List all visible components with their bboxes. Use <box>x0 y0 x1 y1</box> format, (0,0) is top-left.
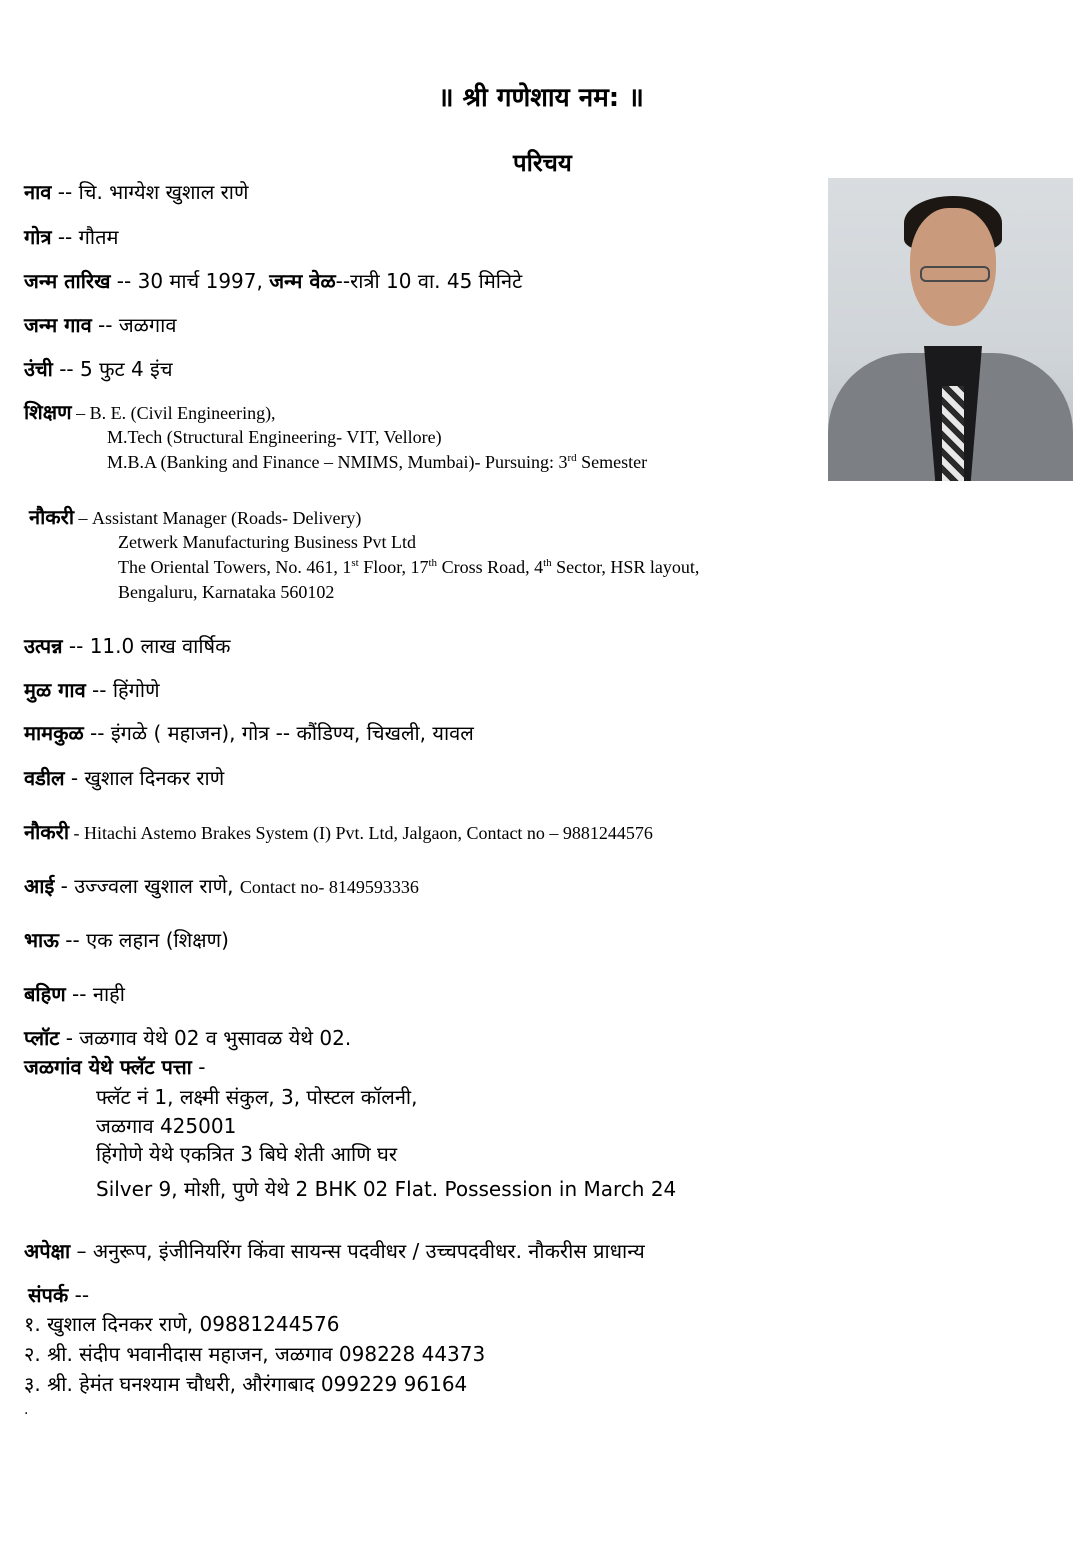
job-line-3: The Oriental Towers, No. 461, 1st Floor, 17th Cross Road, 4th Sector, HSR layout, <box>118 557 700 577</box>
field-label: नाव <box>24 180 52 204</box>
flat-address-line-2: जळगाव 425001 <box>96 1114 237 1138</box>
field-name <box>24 178 248 205</box>
field-sep: -- <box>51 180 79 204</box>
field-value: 30 मार्च 1997, <box>137 269 270 293</box>
field-gotra <box>24 223 118 250</box>
field-label: मामकुळ <box>24 721 84 745</box>
field-label: संपर्क <box>28 1283 69 1307</box>
field-sep: -- <box>65 982 93 1006</box>
field-label: उत्पन्न <box>24 634 63 658</box>
contact-item-2: २. श्री. संदीप भवानीदास महाजन, जळगाव 098228 44373 <box>24 1342 486 1366</box>
field-sep: -- <box>62 634 90 658</box>
field-sep: -- <box>52 357 80 381</box>
field-label: भाऊ <box>24 928 59 952</box>
field-label: उंची <box>24 357 53 381</box>
field-value: उज्ज्वला खुशाल राणे, <box>74 874 240 898</box>
field-label: गोत्र <box>24 225 52 249</box>
field-dob <box>24 267 522 294</box>
field-value: गौतम <box>78 225 119 249</box>
field-sep: -- <box>83 721 111 745</box>
field-flat-address <box>24 1053 205 1080</box>
field-label: नौकरी <box>24 820 69 844</box>
field-label: मुळ गाव <box>24 678 86 702</box>
field-label: अपेक्षा <box>24 1239 71 1263</box>
field-value: 5 फुट 4 इंच <box>80 357 173 381</box>
field-label: बहिण <box>24 982 66 1006</box>
field-value: Hitachi Astemo Brakes System (I) Pvt. Ltd, Jalgaon, Contact no – 9881244576 <box>84 823 653 843</box>
field-label: शिक्षण <box>24 400 72 424</box>
field-maternal <box>24 719 474 746</box>
field-label: जन्म गाव <box>24 313 92 337</box>
field-sep: -- <box>85 678 113 702</box>
field-education <box>24 398 276 425</box>
field-value: नाही <box>92 982 125 1006</box>
field-sister <box>24 980 125 1007</box>
field-mother <box>24 872 419 899</box>
field-value: खुशाल दिनकर राणे <box>84 766 225 790</box>
trailing-dot: . <box>24 1402 29 1418</box>
field-contact: Contact no- 8149593336 <box>239 877 419 897</box>
field-sep: -- <box>68 1283 90 1307</box>
field-sep: - <box>191 1055 206 1079</box>
field-sep: - <box>54 874 75 898</box>
field-value-time: --रात्री 10 वा. 45 मिनिटे <box>335 269 523 293</box>
field-value: हिंगोणे <box>112 678 160 702</box>
field-value: एक लहान (शिक्षण) <box>86 928 229 952</box>
field-height <box>24 355 173 382</box>
field-native-place <box>24 676 160 703</box>
field-value: चि. भाग्येश खुशाल राणे <box>78 180 249 204</box>
field-label: आई <box>24 874 55 898</box>
field-value: 11.0 लाख वार्षिक <box>89 634 231 658</box>
field-sep: -- <box>51 225 79 249</box>
field-sep: - <box>69 823 84 843</box>
education-line-1: – B. E. (Civil Engineering), <box>71 403 276 423</box>
field-sep: -- <box>58 928 87 952</box>
field-sep: -- <box>91 313 119 337</box>
field-label: वडील <box>24 766 65 790</box>
field-label-time: जन्म वेळ <box>269 269 336 293</box>
field-label: जन्म तारिख <box>24 269 111 293</box>
field-label: प्लॉट <box>24 1026 60 1050</box>
flat-address-line-3: हिंगोणे येथे एकत्रित 3 बिघे शेती आणि घर <box>96 1142 398 1166</box>
page-invocation: ॥ श्री गणेशाय नम: ॥ <box>438 83 644 113</box>
contact-item-3: ३. श्री. हेमंत घनश्याम चौधरी, औरंगाबाद 099229 96164 <box>24 1372 468 1396</box>
field-contact <box>28 1281 89 1308</box>
field-value: जळगाव येथे 02 व भुसावळ येथे 02. <box>79 1026 352 1050</box>
field-value: अनुरूप, इंजीनियरिंग किंवा सायन्स पदवीधर / उच्चपदवीधर. नौकरीस प्राधान्य <box>92 1239 645 1263</box>
field-plot <box>24 1024 351 1051</box>
field-expectation <box>24 1237 645 1264</box>
field-value: इंगळे ( महाजन), गोत्र -- कौंडिण्य, चिखली, यावल <box>110 721 474 745</box>
field-sep: -- <box>110 269 138 293</box>
field-label: नौकरी <box>29 505 74 529</box>
field-father <box>24 764 224 791</box>
profile-photo <box>828 178 1073 481</box>
field-income <box>24 632 230 659</box>
flat-address-line-1: फ्लॅट नं 1, लक्ष्मी संकुल, 3, पोस्टल कॉलनी, <box>96 1085 418 1109</box>
job-line-2: Zetwerk Manufacturing Business Pvt Ltd <box>118 532 416 552</box>
education-line-2: M.Tech (Structural Engineering- VIT, Vellore) <box>107 427 442 447</box>
field-sep: – <box>70 1239 93 1263</box>
field-father-job <box>24 818 653 845</box>
contact-item-1: १. खुशाल दिनकर राणे, 09881244576 <box>24 1312 340 1336</box>
job-line-4: Bengaluru, Karnataka 560102 <box>118 582 335 602</box>
flat-address-line-4: Silver 9, मोशी, पुणे येथे 2 BHK 02 Flat. Possession in March 24 <box>96 1177 677 1201</box>
field-sep: - <box>64 766 85 790</box>
job-line-1: – Assistant Manager (Roads- Delivery) <box>74 508 362 528</box>
field-sep: - <box>59 1026 80 1050</box>
field-label: जळगांव येथे फ्लॅट पत्ता <box>24 1055 192 1079</box>
field-value: जळगाव <box>118 313 177 337</box>
page-title: परिचय <box>513 149 572 177</box>
field-brother <box>24 926 229 953</box>
education-line-3: M.B.A (Banking and Finance – NMIMS, Mumbai)- Pursuing: 3rd Semester <box>107 452 648 472</box>
field-job <box>29 503 361 530</box>
field-birthplace <box>24 311 176 338</box>
